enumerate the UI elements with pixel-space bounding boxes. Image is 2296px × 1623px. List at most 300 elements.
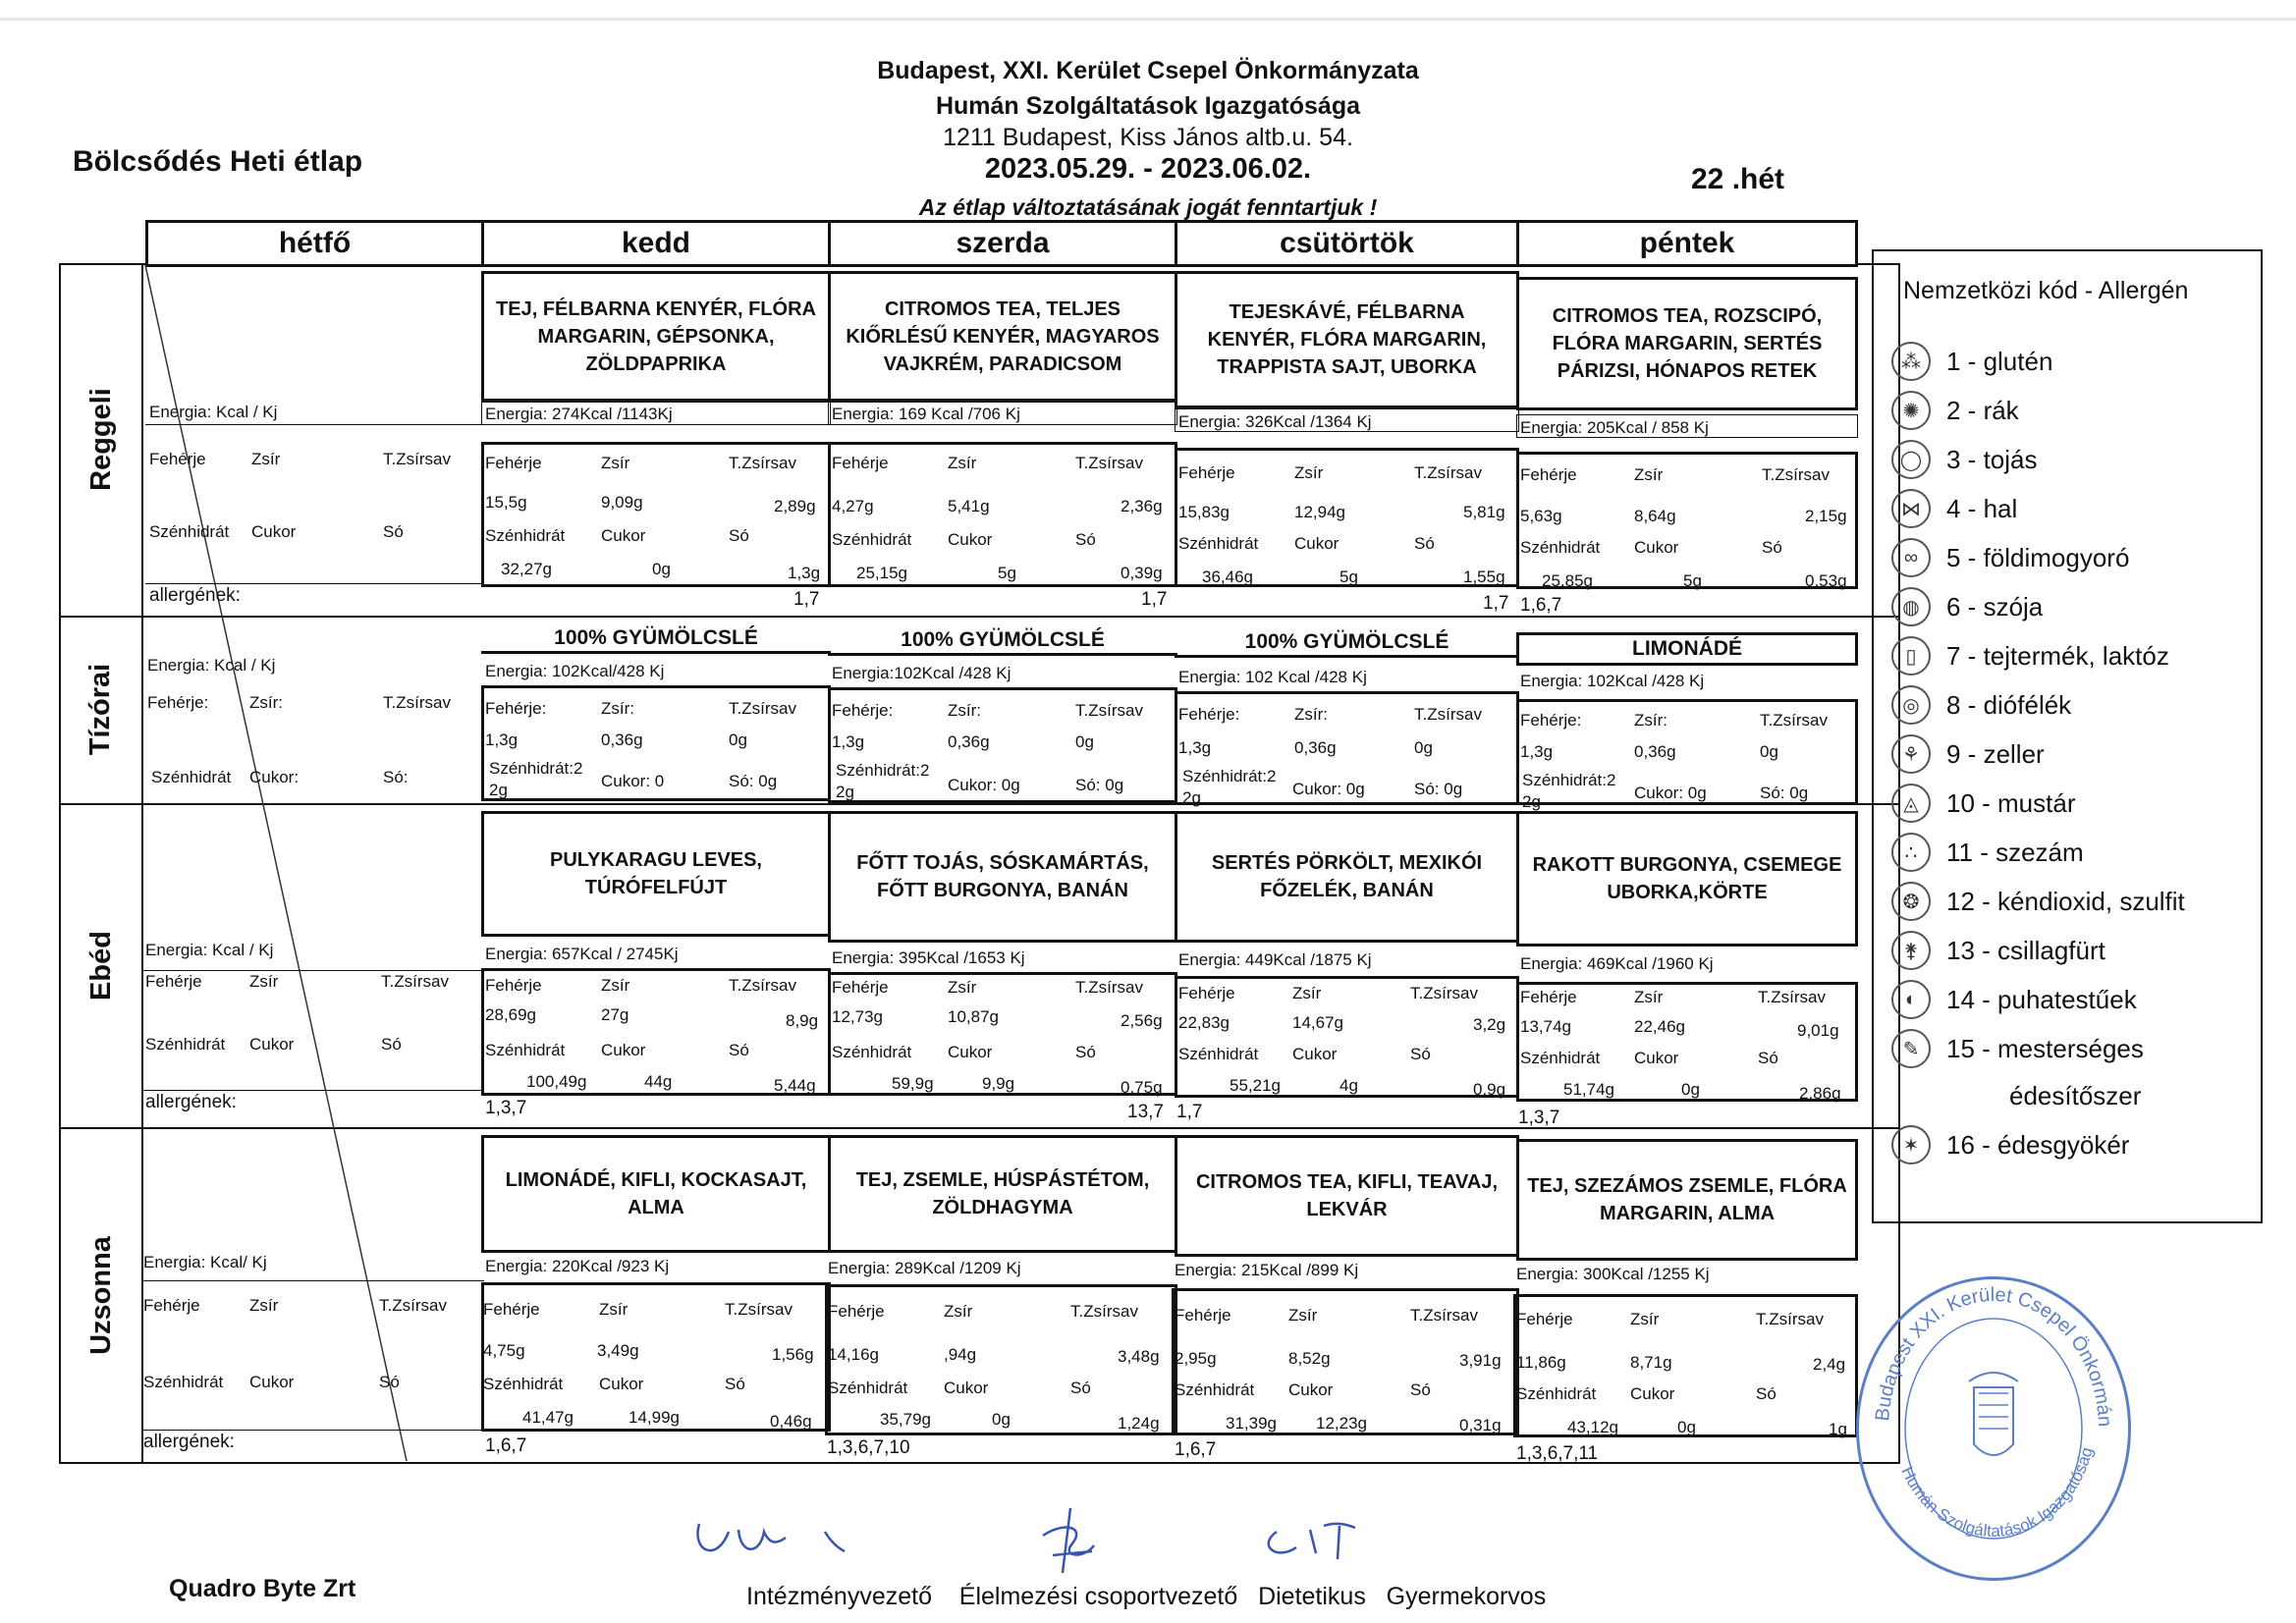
thu-lunch-meal: SERTÉS PÖRKÖLT, MEXIKÓI FŐZELÉK, BANÁN [1175, 811, 1519, 943]
szenhidrat-value: 41,47g [522, 1408, 574, 1427]
legend-item-label: 1 - glutén [1946, 346, 2053, 376]
szenhidrat-value: 43,12g [1567, 1418, 1618, 1436]
org-address: 1211 Budapest, Kiss János altb.u. 54. [943, 124, 1353, 151]
szenhidrat-label: Szénhidrát [151, 768, 232, 786]
feherje-label: Fehérje [145, 972, 202, 991]
divider [143, 970, 484, 971]
cukor-value: 5g [1339, 568, 1358, 586]
so-label: Só [379, 1373, 400, 1391]
zsir-label: Zsír: [601, 699, 634, 718]
legend-item-label: édesítőszer [2009, 1080, 2142, 1110]
zsir-value: 0,36g [1294, 738, 1337, 757]
day-header-monday: hétfő [145, 220, 484, 267]
cukor-label: Cukor [249, 1035, 295, 1054]
allergen-label: allergének: [145, 1092, 237, 1112]
row-label-ebed: Ebéd [84, 930, 117, 1001]
feherje-label: Fehérje [1175, 1306, 1231, 1325]
fri-lunch-energy: Energia: 469Kcal /1960 Kj [1520, 954, 1714, 973]
mon-energy-label: Energia: Kcal / Kj [149, 403, 278, 421]
so-value: 0,9g [1473, 1080, 1506, 1099]
legend-item-label: 6 - szója [1946, 591, 2044, 622]
zsir-label: Zsír [249, 1296, 279, 1315]
svg-text:Humán Szolgáltatások Igazgatós: Humán Szolgáltatások Igazgatóság [1897, 1445, 2097, 1541]
feherje-value: 5,63g [1520, 507, 1562, 525]
legend-item [1891, 587, 2043, 626]
legend-item-label: 14 - puhatestűek [1946, 984, 2137, 1014]
fri-lunch-meal: RAKOTT BURGONYA, CSEMEGE UBORKA,KÖRTE [1516, 811, 1858, 947]
zsir-value: 22,46g [1634, 1017, 1685, 1036]
szenhidrat-value: Szénhidrát:2 2g [1522, 771, 1616, 811]
zsir-label: Zsír [1634, 465, 1664, 484]
tue-breakfast-energy: Energia: 274Kcal /1143Kj [485, 405, 673, 423]
feherje-label: Fehérje [483, 1300, 540, 1319]
zsir-value: 3,49g [597, 1341, 639, 1360]
tzsirsav-value: 0g [1075, 732, 1094, 751]
tzsirsav-value: 3,48g [1118, 1347, 1160, 1366]
zsir-label: Zsír [1630, 1310, 1660, 1328]
legend-item-label: 4 - hal [1946, 493, 2018, 523]
zsir-label: Zsír: [1294, 705, 1328, 724]
cukor-label: Cukor [1292, 1045, 1338, 1063]
szenhidrat-value: 59,9g [892, 1074, 934, 1093]
tzsirsav-label: T.Zsírsav [1762, 465, 1830, 484]
monday-strike-line [143, 263, 438, 1464]
legend-item-label: 9 - zeller [1946, 738, 2045, 769]
cukor-label: Cukor [601, 1041, 646, 1059]
zsir-label: Zsír [599, 1300, 629, 1319]
allergen-value: 1,6,7 [485, 1435, 527, 1456]
allergen-value: 1,3,6,7,10 [827, 1437, 910, 1458]
tzsirsav-label: T.Zsírsav [1758, 988, 1826, 1006]
mon-cukor-label: Cukor [251, 522, 297, 541]
legend-item [1891, 734, 2045, 774]
allergen-value: 1,7 [1176, 1102, 1203, 1122]
divider [145, 424, 484, 425]
cukor-value: Cukor: 0g [948, 776, 1020, 794]
cukor-value: 0g [1681, 1080, 1700, 1099]
zsir-value: 14,67g [1292, 1013, 1343, 1032]
tzsirsav-label: T.Zsírsav [1414, 463, 1482, 482]
wed-snack-energy: Energia:102Kcal /428 Kj [832, 664, 1011, 682]
zsir-value: 0,36g [601, 730, 643, 749]
stamp-seal-icon [1859, 1279, 2128, 1578]
legend-item [2009, 1076, 2141, 1115]
so-label: Só [725, 1375, 745, 1393]
row-label-reggeli: Reggeli [84, 388, 117, 491]
tzsirsav-value: 5,81g [1463, 503, 1505, 521]
week-number: 22 .hét [1691, 163, 1785, 195]
mon-szenhidrat-label: Szénhidrát [149, 522, 230, 541]
feherje-label: Fehérje [1520, 988, 1577, 1006]
feherje-label: Fehérje [1516, 1310, 1573, 1328]
thu-breakfast-meal: TEJESKÁVÉ, FÉLBARNA KENYÉR, FLÓRA MARGARIN, TRAPPISTA SAJT, UBORKA [1175, 271, 1519, 408]
official-stamp [1856, 1276, 2131, 1581]
feherje-value: 15,5g [485, 493, 527, 512]
wed-breakfast-meal: CITROMOS TEA, TELJES KIŐRLÉSŰ KENYÉR, MAGYAROS VAJKRÉM, PARADICSOM [828, 271, 1177, 402]
cukor-value: 44g [644, 1072, 673, 1091]
tzsirsav-label: T.Zsírsav [379, 1296, 447, 1315]
tzsirsav-label: T.Zsírsav [1756, 1310, 1824, 1328]
zsir-value: 0,36g [948, 732, 990, 751]
allergen-label: allergének: [143, 1432, 235, 1452]
allergen-value: 1,6,7 [1520, 595, 1562, 616]
mon-feherje-label: Fehérje [149, 450, 206, 468]
so-value: Só: 0g [1414, 780, 1463, 798]
legend-item-label: 8 - diófélék [1946, 689, 2072, 720]
zsir-value: 10,87g [948, 1007, 999, 1026]
wed-lunch-meal: FŐTT TOJÁS, SÓSKAMÁRTÁS, FŐTT BURGONYA, BANÁN [828, 811, 1177, 943]
szenhidrat-value: 31,39g [1226, 1414, 1277, 1433]
so-value: Só: 0g [729, 772, 778, 790]
szenhidrat-value: 25,85g [1542, 571, 1593, 590]
allergen-value: 1,7 [793, 589, 820, 610]
feherje-label: Fehérje [828, 1302, 885, 1321]
zsir-value: 8,71g [1630, 1353, 1672, 1372]
sulfite-icon: ❂ [1891, 882, 1931, 921]
so-label: Só [1414, 534, 1435, 553]
feherje-label: Fehérje [832, 978, 889, 997]
legend-title: Nemzetközi kód - Allergén [1903, 277, 2189, 304]
allergen-value: 13,7 [1127, 1102, 1164, 1122]
thu-breakfast-energy: Energia: 326Kcal /1364 Kj [1178, 412, 1372, 431]
so-value: 1,55g [1463, 568, 1505, 586]
tue-snack-meal: 100% GYÜMÖLCSLÉ [481, 624, 831, 654]
tzsirsav-value: 2,4g [1813, 1355, 1846, 1374]
tue-breakfast-meal: TEJ, FÉLBARNA KENYÉR, FLÓRA MARGARIN, GÉPSONKA, ZÖLDPAPRIKA [481, 271, 831, 402]
mon-uzsonna-energy-label: Energia: Kcal/ Kj [143, 1253, 267, 1271]
so-label: Só [381, 1035, 402, 1054]
szenhidrat-label: Szénhidrát [1175, 1380, 1255, 1399]
feherje-value: 1,3g [485, 730, 519, 749]
tzsirsav-label: T.Zsírsav [1075, 454, 1143, 472]
tue-snack-energy: Energia: 102Kcal/428 Kj [485, 662, 665, 680]
thu-snack-meal: 100% GYÜMÖLCSLÉ [1175, 628, 1519, 658]
legend-item [1891, 784, 2076, 823]
feherje-label: Fehérje [143, 1296, 200, 1315]
so-label: Só [1410, 1045, 1431, 1063]
szenhidrat-label: Szénhidrát [832, 1043, 912, 1061]
thu-afternoon-meal: CITROMOS TEA, KIFLI, TEAVAJ, LEKVÁR [1175, 1135, 1519, 1257]
szenhidrat-value: 100,49g [526, 1072, 587, 1091]
allergen-value: 1,3,6,7,11 [1516, 1443, 1599, 1464]
szenhidrat-value: 25,15g [856, 564, 907, 582]
tzsirsav-value: 0g [1414, 738, 1433, 757]
cukor-value: 0g [652, 560, 671, 578]
fri-afternoon-energy: Energia: 300Kcal /1255 Kj [1516, 1265, 1710, 1283]
so-value: 2,86g [1799, 1084, 1841, 1103]
row-label-uzsonna: Uzsonna [84, 1236, 117, 1355]
feherje-value: 13,74g [1520, 1017, 1571, 1036]
legend-item-label: 15 - mesterséges [1946, 1033, 2144, 1063]
legend-item-label: 5 - földimogyoró [1946, 542, 2130, 572]
so-value: Só: 0g [1075, 776, 1124, 794]
tzsirsav-value: 3,91g [1459, 1351, 1502, 1370]
mon-so-label: Só [383, 522, 404, 541]
szenhidrat-value: 36,46g [1202, 568, 1253, 586]
tzsirsav-value: 2,89g [774, 497, 816, 515]
signatures-icon [687, 1502, 1453, 1581]
org-name: Budapest, XXI. Kerület Csepel Önkormányzata [877, 57, 1419, 84]
so-label: Só [729, 1041, 749, 1059]
cukor-value: 5g [1683, 571, 1702, 590]
feherje-label: Fehérje [1520, 465, 1577, 484]
mon-tzsirsav-label: T.Zsírsav [383, 450, 451, 468]
szenhidrat-label: Szénhidrát [483, 1375, 564, 1393]
legend-item-label: 3 - tojás [1946, 444, 2038, 474]
zsir-label: Zsír [1294, 463, 1324, 482]
so-label: Só [1758, 1049, 1778, 1067]
thu-afternoon-energy: Energia: 215Kcal /899 Kj [1175, 1261, 1359, 1279]
mollusc-icon: ◐ [1891, 980, 1931, 1019]
legend-item-label: 13 - csillagfürt [1946, 935, 2105, 965]
legend-item [1891, 1125, 2129, 1164]
zsir-value: ,94g [944, 1345, 977, 1364]
feherje-value: 1,3g [832, 732, 865, 751]
cukor-value: 4g [1339, 1076, 1358, 1095]
soy-icon: ◍ [1891, 587, 1931, 626]
feherje-label: Fehérje: [1520, 711, 1582, 730]
legend-item [1891, 833, 2084, 872]
legend-item [1891, 342, 2052, 381]
lupin-icon: ⚵ [1891, 931, 1931, 970]
cukor-value: Cukor: 0g [1634, 784, 1707, 802]
feherje-label: Fehérje [485, 976, 542, 995]
cukor-label: Cukor [249, 1373, 295, 1391]
tzsirsav-label: T.Zsírsav [729, 454, 796, 472]
fri-snack-energy: Energia: 102Kcal /428 Kj [1520, 672, 1705, 690]
allergen-value: 1,3,7 [1518, 1108, 1560, 1128]
tzsirsav-value: 8,9g [786, 1011, 819, 1030]
top-scan-line [0, 18, 2296, 21]
cukor-label: Cukor [599, 1375, 644, 1393]
legend-item-label: 12 - kéndioxid, szulfit [1946, 886, 2185, 916]
feherje-value: 15,83g [1178, 503, 1230, 521]
szenhidrat-label: Szénhidrát [832, 530, 912, 549]
legend-item [1891, 1029, 2144, 1068]
tzsirsav-value: 2,15g [1805, 507, 1847, 525]
signature-roles: Intézményvezető Élelmezési csoportvezető Dietetikus Gyermekorvos [746, 1583, 1547, 1610]
szenhidrat-label: Szénhidrát [1516, 1384, 1597, 1403]
cukor-label: Cukor [948, 530, 993, 549]
cukor-value: 14,99g [629, 1408, 680, 1427]
milk-icon: ▯ [1891, 636, 1931, 676]
so-label: Só [1075, 1043, 1096, 1061]
egg-icon: ◯ [1891, 440, 1931, 479]
wed-lunch-energy: Energia: 395Kcal /1653 Kj [832, 948, 1025, 967]
divider [143, 1430, 484, 1431]
thu-lunch-energy: Energia: 449Kcal /1875 Kj [1178, 950, 1372, 969]
legend-item [1891, 489, 2017, 528]
zsir-value: 0,36g [1634, 742, 1676, 761]
legend-item-label: 11 - szezám [1946, 837, 2084, 867]
zsir-label: Zsír: [249, 693, 283, 712]
szenhidrat-label: Szénhidrát [828, 1379, 908, 1397]
zsir-label: Zsír [1634, 988, 1664, 1006]
zsir-value: 27g [601, 1005, 629, 1024]
szenhidrat-value: Szénhidrát:2 2g [1182, 767, 1277, 807]
crab-icon: ✺ [1891, 391, 1931, 430]
legend-item [1891, 685, 2071, 725]
wed-afternoon-energy: Energia: 289Kcal /1209 Kj [828, 1259, 1021, 1277]
company-name: Quadro Byte Zrt [169, 1575, 356, 1602]
legend-item [1891, 538, 2129, 577]
tue-afternoon-energy: Energia: 220Kcal /923 Kj [485, 1257, 670, 1275]
legend-item [1891, 440, 2038, 479]
tzsirsav-label: T.Zsírsav [729, 976, 796, 995]
cukor-label: Cukor [948, 1043, 993, 1061]
tzsirsav-label: T.Zsírsav [1410, 1306, 1478, 1325]
feherje-label: Fehérje: [1178, 705, 1240, 724]
tzsirsav-label: T.Zsírsav [1075, 978, 1143, 997]
zsir-label: Zsír: [948, 701, 981, 720]
allergen-value: 1,7 [1141, 589, 1168, 610]
tzsirsav-value: 2,36g [1121, 497, 1163, 515]
legend-item-label: 10 - mustár [1946, 787, 2076, 818]
day-header-thursday: csütörtök [1175, 220, 1519, 267]
tue-afternoon-meal: LIMONÁDÉ, KIFLI, KOCKASAJT, ALMA [481, 1135, 831, 1253]
legend-item [1891, 391, 2019, 430]
feherje-value: 11,86g [1516, 1353, 1566, 1372]
sesame-icon: ∴ [1891, 833, 1931, 872]
zsir-value: 8,52g [1288, 1349, 1331, 1368]
szenhidrat-value: Szénhidrát:2 2g [489, 759, 583, 799]
feherje-label: Fehérje [1178, 463, 1235, 482]
feherje-value: 28,69g [485, 1005, 536, 1024]
mon-lunch-energy-label: Energia: Kcal / Kj [145, 941, 274, 959]
szenhidrat-label: Szénhidrát [1520, 1049, 1601, 1067]
cukor-label: Cukor [1294, 534, 1339, 553]
feherje-value: 2,95g [1175, 1349, 1217, 1368]
feherje-label: Fehérje: [485, 699, 547, 718]
szenhidrat-label: Szénhidrát [145, 1035, 226, 1054]
allergen-value: 1,7 [1483, 593, 1509, 614]
feherje-value: 12,73g [832, 1007, 883, 1026]
zsir-value: 5,41g [948, 497, 990, 515]
szenhidrat-label: Szénhidrát [1178, 1045, 1259, 1063]
cukor-label: Cukor [601, 526, 646, 545]
fri-snack-meal: LIMONÁDÉ [1516, 632, 1858, 666]
tzsirsav-label: T.Zsírsav [1414, 705, 1482, 724]
legend-item-label: 2 - rák [1946, 395, 2019, 425]
so-value: 1,24g [1118, 1414, 1160, 1433]
mon-zsir-label: Zsír [251, 450, 281, 468]
so-value: Só: 0g [1760, 784, 1809, 802]
mon-allergen-label: allergének: [149, 585, 241, 606]
wed-snack-meal: 100% GYÜMÖLCSLÉ [828, 626, 1177, 656]
tzsirsav-value: 9,01g [1797, 1021, 1839, 1040]
allergen-value: 1,3,7 [485, 1098, 527, 1118]
so-label: Só [729, 526, 749, 545]
sweetener-icon: ✎ [1891, 1029, 1931, 1068]
cukor-label: Cukor [1634, 538, 1679, 557]
page-title: Bölcsődés Heti étlap [73, 145, 363, 178]
so-label: Só: [383, 768, 409, 786]
zsir-label: Zsír [601, 454, 630, 472]
day-header-tuesday: kedd [481, 220, 831, 267]
zsir-label: Zsír [944, 1302, 973, 1321]
day-header-friday: péntek [1516, 220, 1858, 267]
cukor-value: 5g [998, 564, 1016, 582]
cukor-label: Cukor [1630, 1384, 1675, 1403]
so-value: 1,3g [788, 564, 821, 582]
legend-item [1891, 636, 2169, 676]
so-value: 0,46g [770, 1412, 812, 1431]
org-department: Humán Szolgáltatások Igazgatósága [935, 92, 1361, 120]
cukor-value: Cukor: 0g [1292, 780, 1365, 798]
tzsirsav-label: T.Zsírsav [1070, 1302, 1138, 1321]
wed-breakfast-energy: Energia: 169 Kcal /706 Kj [832, 405, 1020, 423]
divider [143, 1090, 484, 1091]
mon-tizorai-energy-label: Energia: Kcal / Kj [147, 656, 276, 675]
tue-lunch-energy: Energia: 657Kcal / 2745Kj [485, 945, 679, 963]
so-value: 5,44g [774, 1076, 816, 1095]
legend-item [1891, 882, 2185, 921]
fri-afternoon-meal: TEJ, SZEZÁMOS ZSEMLE, FLÓRA MARGARIN, ALMA [1516, 1139, 1858, 1261]
date-range: 2023.05.29. - 2023.06.02. [984, 153, 1312, 185]
cukor-value: 0g [1677, 1418, 1696, 1436]
szenhidrat-value: 55,21g [1230, 1076, 1281, 1095]
zsir-value: 12,94g [1294, 503, 1345, 521]
feherje-label: Fehérje [1178, 984, 1235, 1002]
so-label: Só [1410, 1380, 1431, 1399]
tzsirsav-value: 0g [729, 730, 747, 749]
zsir-value: 8,64g [1634, 507, 1676, 525]
feherje-label: Fehérje: [147, 693, 209, 712]
wed-afternoon-meal: TEJ, ZSEMLE, HÚSPÁSTÉTOM, ZÖLDHAGYMA [828, 1135, 1177, 1253]
tzsirsav-value: 2,56g [1121, 1011, 1163, 1030]
zsir-label: Zsír [1292, 984, 1322, 1002]
so-value: 0,39g [1121, 564, 1163, 582]
feherje-value: 1,3g [1520, 742, 1554, 761]
celery-icon: ⚘ [1891, 734, 1931, 774]
cukor-value: Cukor: 0 [601, 772, 665, 790]
tzsirsav-label: T.Zsírsav [725, 1300, 793, 1319]
cukor-value: 0g [992, 1410, 1011, 1429]
cukor-label: Cukor [1288, 1380, 1334, 1399]
zsir-label: Zsír: [1634, 711, 1667, 730]
cukor-value: 9,9g [982, 1074, 1015, 1093]
so-value: 0,53g [1805, 571, 1847, 590]
so-label: Só [1762, 538, 1782, 557]
cukor-value: 12,23g [1316, 1414, 1367, 1433]
tue-lunch-meal: PULYKARAGU LEVES, TÚRÓFELFÚJT [481, 811, 831, 937]
szenhidrat-label: Szénhidrát [1520, 538, 1601, 557]
szenhidrat-label: Szénhidrát [485, 1041, 566, 1059]
row-label-tizorai: Tízórai [84, 663, 117, 756]
nut-icon: ◎ [1891, 685, 1931, 725]
tzsirsav-label: T.Zsírsav [1410, 984, 1478, 1002]
zsir-label: Zsír [601, 976, 630, 995]
fri-breakfast-meal: CITROMOS TEA, ROZSCIPÓ, FLÓRA MARGARIN, SERTÉS PÁRIZSI, HÓNAPOS RETEK [1516, 277, 1858, 410]
feherje-value: 1,3g [1178, 738, 1212, 757]
divider [145, 583, 484, 584]
feherje-value: 22,83g [1178, 1013, 1230, 1032]
so-label: Só [1756, 1384, 1777, 1403]
zsir-label: Zsír [948, 978, 977, 997]
szenhidrat-value: 35,79g [880, 1410, 931, 1429]
szenhidrat-label: Szénhidrát [1178, 534, 1259, 553]
feherje-label: Fehérje [832, 454, 889, 472]
wheat-icon: ⁂ [1891, 342, 1931, 381]
szenhidrat-value: 51,74g [1563, 1080, 1614, 1099]
tzsirsav-value: 1,56g [772, 1345, 814, 1364]
tzsirsav-label: T.Zsírsav [1760, 711, 1828, 730]
change-note: Az étlap változtatásának jogát fenntartjuk ! [918, 194, 1378, 220]
feherje-value: 14,16g [828, 1345, 879, 1364]
legend-item-label: 7 - tejtermék, laktóz [1946, 640, 2169, 671]
szenhidrat-value: Szénhidrát:2 2g [836, 761, 930, 801]
feherje-label: Fehérje [485, 454, 542, 472]
